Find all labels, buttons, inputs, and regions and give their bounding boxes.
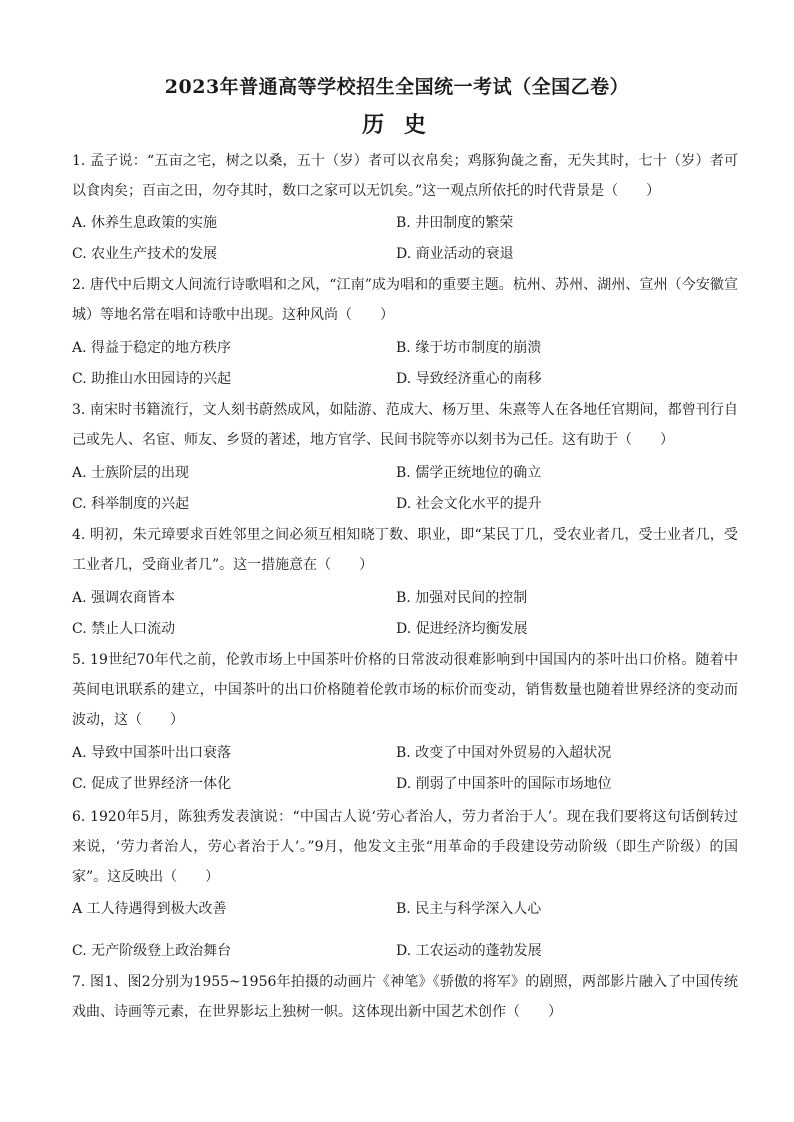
exam-title: 2023年普通高等学校招生全国统一考试（全国乙卷） [164,76,630,98]
q3-option-a: A. 士族阶层的出现 [72,465,190,481]
q5-option-c: C. 促成了世界经济一体化 [72,776,232,792]
q5-option-b: B. 改变了中国对外贸易的入超状况 [396,745,612,761]
question-3: 3. 南宋时书籍流行，文人刻书蔚然成风，如陆游、范成大、杨万里、朱熹等人在各地任官期间，都曾刊行自己或先人、名宦、师友、乡贤的著述，地方官学、民间书院等亦以刻书为己任。这有助于（ ） [72,402,738,448]
q5-option-a: A. 导致中国茶叶出口衰落 [72,745,232,761]
q2-option-a: A. 得益于稳定的地方秩序 [72,340,232,356]
q6-option-d: D. 工农运动的蓬勃发展 [396,943,542,959]
subject-title: 历 史 [362,112,432,138]
q1-option-a: A. 休养生息政策的实施 [72,215,218,231]
question-6: 6. 1920年5月，陈独秀发表演说：“中国古人说‘劳心者治人，劳力者治于人’。现在我们要将这句话倒转过来说，‘劳力者治人，劳心者治于人’。”9月，他发文主张“用革命的手段建设劳动阶级（即生产阶级）的国家”。这反映出（ ） [72,809,738,885]
q1-option-c: C. 农业生产技术的发展 [72,246,218,262]
q6-option-b: B. 民主与科学深入人心 [396,901,542,917]
q5-option-d: D. 削弱了中国茶叶的国际市场地位 [396,776,612,792]
q6-option-c: C. 无产阶级登上政治舞台 [72,943,232,959]
q3-option-b: B. 儒学正统地位的确立 [396,465,542,481]
q2-option-c: C. 助推山水田园诗的兴起 [72,371,232,387]
q4-option-a: A. 强调农商皆本 [72,590,176,606]
q3-option-c: C. 科举制度的兴起 [72,496,190,512]
question-2: 2. 唐代中后期文人间流行诗歌唱和之风，“江南”成为唱和的重要主题。杭州、苏州、湖州、宣州（今安徽宣城）等地名常在唱和诗歌中出现。这种风尚（ ） [72,277,738,323]
question-7: 7. 图1、图2分别为1955~1956年拍摄的动画片《神笔》《骄傲的将军》的剧照，两部影片融入了中国传统戏曲、诗画等元素，在世界影坛上独树一帜。这体现出新中国艺术创作（ ） [72,974,738,1020]
q2-option-b: B. 缘于坊市制度的崩溃 [396,340,542,356]
q2-option-d: D. 导致经济重心的南移 [396,371,542,387]
q1-option-d: D. 商业活动的衰退 [396,246,514,262]
q4-option-b: B. 加强对民间的控制 [396,590,528,606]
question-1: 1. 孟子说：“五亩之宅，树之以桑，五十（岁）者可以衣帛矣；鸡豚狗彘之畜，无失其时，七十（岁）者可以食肉矣；百亩之田，勿夺其时，数口之家可以无饥矣。”这一观点所依托的时代背景是（ ） [72,153,738,199]
q1-option-b: B. 井田制度的繁荣 [396,215,514,231]
q3-option-d: D. 社会文化水平的提升 [396,496,542,512]
question-5: 5. 19世纪70年代之前，伦敦市场上中国茶叶价格的日常波动很难影响到中国国内的茶叶出口价格。随着中英间电讯联系的建立，中国茶叶的出口价格随着伦敦市场的标价而变动，销售数量也随着世界经济的变动而波动，这（ ） [72,652,738,728]
q6-option-a: A 工人待遇得到极大改善 [72,901,227,917]
q4-option-c: C. 禁止人口流动 [72,621,176,637]
q4-option-d: D. 促进经济均衡发展 [396,621,528,637]
question-4: 4. 明初，朱元璋要求百姓邻里之间必须互相知晓丁数、职业，即“某民丁几，受农业者几，受士业者几，受工业者几，受商业者几”。这一措施意在（ ） [72,527,738,573]
